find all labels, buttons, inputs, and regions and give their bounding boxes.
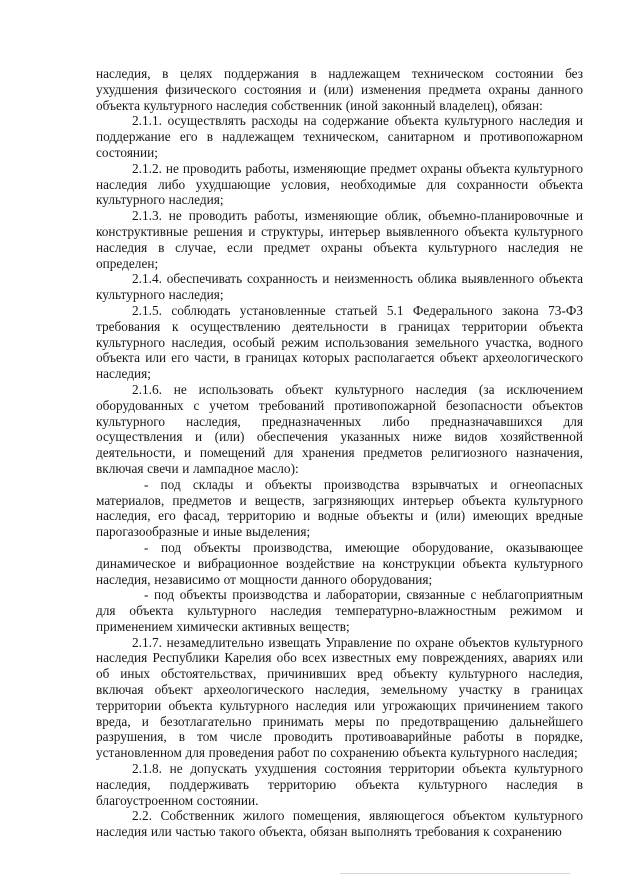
paragraph-2-1-6: 2.1.6. не использовать объект культурного наследия (за исключением оборудованных с учетом требований противопожарной безопасности объектов культурного наследия, предназначенных либо предназначавшихся для осуществления и (или) обеспечения указанных ниже видов хозяйственной деятельности, и помещений для хранения предметов религиозного назначения, включая свечи и лампадное масло): <box>96 381 583 476</box>
paragraph-2-1-1: 2.1.1. осуществлять расходы на содержание объекта культурного наследия и поддержание его в надлежащем техническом, санитарном и противопожарном состоянии; <box>96 113 583 160</box>
paragraph-intro: наследия, в целях поддержания в надлежащем техническом состоянии без ухудшения физического состояния и (или) изменения предмета охраны данного объекта культурного наследия собственник (иной законный владелец), обязан: <box>96 66 583 113</box>
list-item-vibration: - под объекты производства, имеющие оборудование, оказывающее динамическое и вибрационное воздействие на конструкции объекта культурного наследия, независимо от мощности данного оборудования; <box>96 539 583 587</box>
list-item-laboratories: - под объекты производства и лаборатории, связанные с неблагоприятным для объекта культурного наследия температурно-влажностным режимом и применением химически активных веществ; <box>96 587 583 634</box>
paragraph-2-2: 2.2. Собственник жилого помещения, являющегося объектом культурного наследия или частью такого объекта, обязан выполнять требования к сохранению <box>96 808 583 840</box>
paragraph-2-1-8: 2.1.8. не допускать ухудшения состояния территории объекта культурного наследия, поддерживать территорию объекта культурного наследия в благоустроенном состоянии. <box>96 761 583 808</box>
list-item-storage: - под склады и объекты производства взрывчатых и огнеопасных материалов, предметов и веществ, загрязняющих интерьер объекта культурного наследия, его фасад, территорию и водные объекты и (или) имеющих вредные парогазообразные и иные выделения; <box>96 476 583 540</box>
paragraph-2-1-2: 2.1.2. не проводить работы, изменяющие предмет охраны объекта культурного наследия либо ухудшающие условия, необходимые для сохранности объекта культурного наследия; <box>96 160 583 208</box>
paragraph-2-1-5: 2.1.5. соблюдать установленные статьей 5.1 Федерального закона 73-ФЗ требования к осуществлению деятельности в границах территории объекта культурного наследия, особый режим использования земельного участка, водного объекта или его части, в границах которых располагается объект археологического наследия; <box>96 302 583 382</box>
paragraph-2-1-7: 2.1.7. незамедлительно извещать Управление по охране объектов культурного наследия Республики Карелия обо всех известных ему повреждениях, авариях или об иных обстоятельствах, причинивших вред объекту культурного наследия, включая объект археологического наследия, земельному участку в границах территории объекта культурного наследия или угрожающих причинением такого вреда, и безотлагательно принимать меры по предотвращению дальнейшего разрушения, в том числе проводить противоаварийные работы в порядке, установленном для проведения работ по сохранению объекта культурного наследия; <box>96 634 583 761</box>
scan-edge-line <box>340 873 570 874</box>
paragraph-2-1-4: 2.1.4. обеспечивать сохранность и неизменность облика выявленного объекта культурного наследия; <box>96 271 583 303</box>
paragraph-2-1-3: 2.1.3. не проводить работы, изменяющие облик, объемно-планировочные и конструктивные решения и структуры, интерьер выявленного объекта культурного наследия в случае, если предмет охраны объекта культурного наследия не определен; <box>96 208 583 271</box>
